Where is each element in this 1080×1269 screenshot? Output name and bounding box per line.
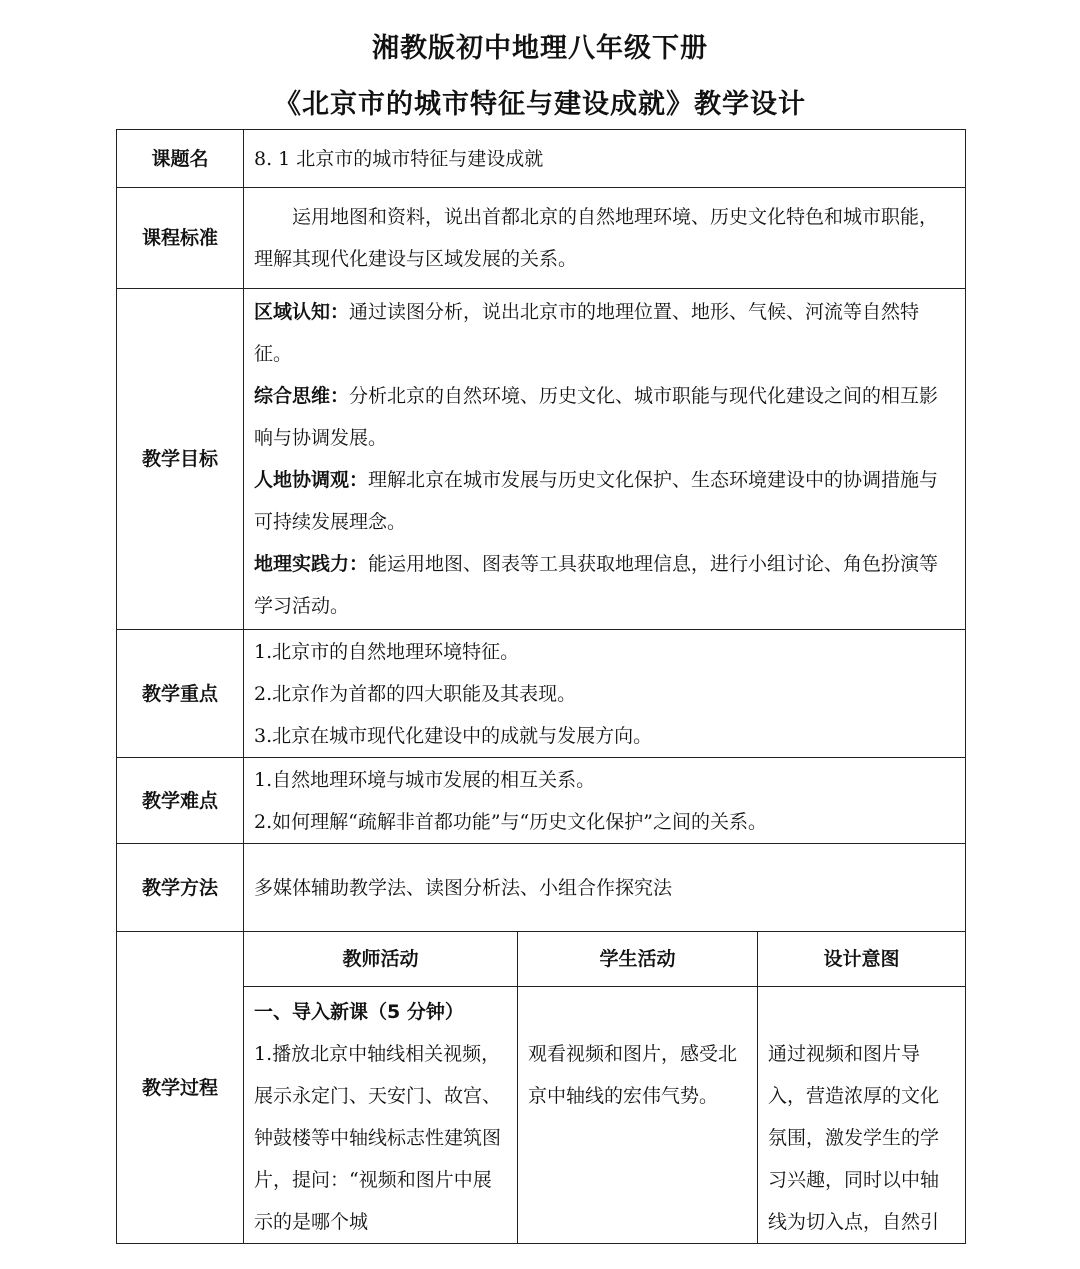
difficulty-item: 2.如何理解“疏解非首都功能”与“历史文化保护”之间的关系。 <box>254 810 767 833</box>
header-student-activity: 学生活动 <box>518 932 758 987</box>
value-key-points <box>244 630 966 758</box>
objective-key: 人地协调观： <box>254 469 369 491</box>
label-topic: 课题名 <box>117 130 244 188</box>
difficulty-item: 1.自然地理环境与城市发展的相互关系。 <box>254 768 596 791</box>
label-process: 教学过程 <box>117 932 244 1244</box>
key-point-item: 2.北京作为首都的四大职能及其表现。 <box>254 682 577 705</box>
document-title-line1: 湘教版初中地理八年级下册 <box>372 33 708 64</box>
key-point-item: 3.北京在城市现代化建设中的成就与发展方向。 <box>254 724 653 747</box>
value-objectives <box>244 289 966 630</box>
row-objectives <box>117 289 966 630</box>
objective-key: 综合思维： <box>254 385 350 407</box>
objective-item <box>254 543 955 627</box>
teacher-activity-cell <box>244 987 518 1244</box>
row-difficulties <box>117 758 966 844</box>
label-standard: 课程标准 <box>117 188 244 289</box>
objective-item <box>254 459 955 543</box>
objective-text: 理解北京在城市发展与历史文化保护、生态环境建设中的协调措施与可持续发展理念。 <box>254 469 939 533</box>
row-topic <box>117 130 966 188</box>
objective-text: 分析北京的自然环境、历史文化、城市职能与现代化建设之间的相互影响与协调发展。 <box>254 385 939 449</box>
header-teacher-activity: 教师活动 <box>244 932 518 987</box>
design-intent-cell <box>758 987 966 1244</box>
value-standard: 运用地图和资料，说出首都北京的自然地理环境、历史文化特色和城市职能，理解其现代化建设与区域发展的关系。 <box>244 188 966 289</box>
lesson-plan-table <box>116 129 966 1244</box>
row-methods <box>117 844 966 932</box>
value-methods: 多媒体辅助教学法、读图分析法、小组合作探究法 <box>244 844 966 932</box>
document-title-line2: 《北京市的城市特征与建设成就》教学设计 <box>274 89 806 120</box>
teacher-activity-text: 1.播放北京中轴线相关视频，展示永定门、天安门、故宫、钟鼓楼等中轴线标志性建筑图片，提问：“视频和图片中展示的是哪个城 <box>254 1043 502 1233</box>
student-activity-text: 观看视频和图片，感受北京中轴线的宏伟气势。 <box>528 1043 738 1107</box>
header-design-intent: 设计意图 <box>758 932 966 987</box>
row-standard <box>117 188 966 289</box>
section-title: 一、导入新课（5 分钟） <box>254 1001 464 1023</box>
design-intent-text: 通过视频和图片导入，营造浓厚的文化氛围，激发学生的学习兴趣，同时以中轴线为切入点，自然引 <box>768 1043 940 1233</box>
objective-item <box>254 375 955 459</box>
label-difficulties: 教学难点 <box>117 758 244 844</box>
row-process-content <box>117 987 966 1244</box>
student-activity-cell <box>518 987 758 1244</box>
objective-text: 能运用地图、图表等工具获取地理信息，进行小组讨论、角色扮演等学习活动。 <box>254 553 939 617</box>
value-difficulties <box>244 758 966 844</box>
label-key-points: 教学重点 <box>117 630 244 758</box>
objective-key: 区域认知： <box>254 301 350 323</box>
label-methods: 教学方法 <box>117 844 244 932</box>
key-point-item: 1.北京市的自然地理环境特征。 <box>254 640 520 663</box>
row-process-headers <box>117 932 966 987</box>
value-topic: 8. 1 北京市的城市特征与建设成就 <box>244 130 966 188</box>
objective-key: 地理实践力： <box>254 553 369 575</box>
objective-text: 通过读图分析，说出北京市的地理位置、地形、气候、河流等自然特征。 <box>254 301 920 365</box>
row-key-points <box>117 630 966 758</box>
objective-item <box>254 291 955 375</box>
label-objectives: 教学目标 <box>117 289 244 630</box>
